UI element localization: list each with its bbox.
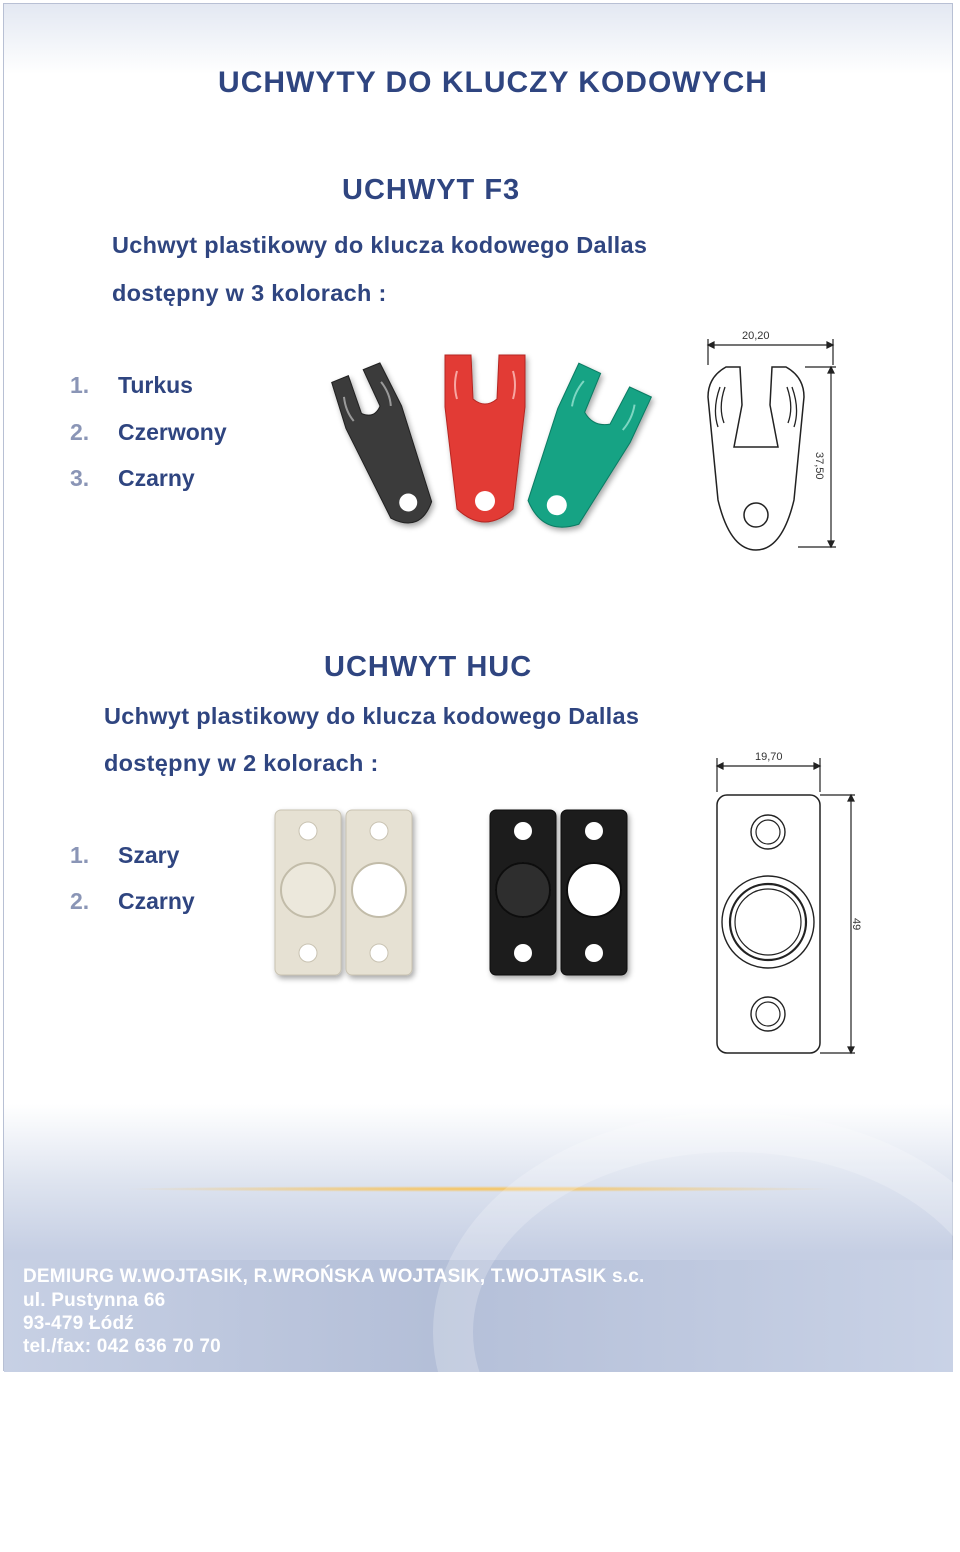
footer-company: DEMIURG W.WOJTASIK, R.WROŃSKA WOJTASIK, T.WOJTASIK s.c. bbox=[23, 1266, 645, 1287]
product-f3-technical-drawing bbox=[690, 325, 860, 560]
color-label-czerwony: Czerwony bbox=[118, 419, 227, 445]
color-number: 2. bbox=[70, 419, 90, 445]
product-f3-description-line1: Uchwyt plastikowy do klucza kodowego Dallas bbox=[112, 232, 648, 258]
page-title: UCHWYTY DO KLUCZY KODOWYCH bbox=[218, 66, 768, 99]
product-f3-title: UCHWYT F3 bbox=[342, 174, 521, 206]
color-label-czarny: Czarny bbox=[118, 465, 195, 491]
color-number: 3. bbox=[70, 465, 90, 491]
f3-dimension-width: 20,20 bbox=[742, 330, 770, 342]
huc-dimension-width: 19,70 bbox=[755, 751, 783, 763]
product-huc-title: UCHWYT HUC bbox=[324, 651, 533, 683]
color-label-turkus: Turkus bbox=[118, 372, 193, 398]
color-label-szary: Szary bbox=[118, 842, 180, 868]
holder-turquoise bbox=[512, 363, 652, 541]
color-label-czarny-huc: Czarny bbox=[118, 888, 195, 914]
footer-city: 93-479 Łódź bbox=[23, 1313, 134, 1334]
color-number: 2. bbox=[70, 888, 90, 914]
f3-dimension-height: 37,50 bbox=[813, 452, 825, 480]
footer-phone: tel./fax: 042 636 70 70 bbox=[23, 1336, 221, 1357]
huc-dimension-height: 49 bbox=[850, 918, 862, 931]
product-f3-description-line2: dostępny w 3 kolorach : bbox=[112, 280, 387, 306]
product-huc-description-line2: dostępny w 2 kolorach : bbox=[104, 750, 379, 776]
product-huc-technical-drawing bbox=[705, 750, 865, 1060]
color-number: 1. bbox=[70, 372, 90, 398]
product-huc-description-line1: Uchwyt plastikowy do klucza kodowego Dallas bbox=[104, 703, 640, 729]
footer-street: ul. Pustynna 66 bbox=[23, 1290, 166, 1311]
color-number: 1. bbox=[70, 842, 90, 868]
product-f3-photo bbox=[325, 345, 645, 530]
product-huc-photo bbox=[270, 805, 635, 985]
